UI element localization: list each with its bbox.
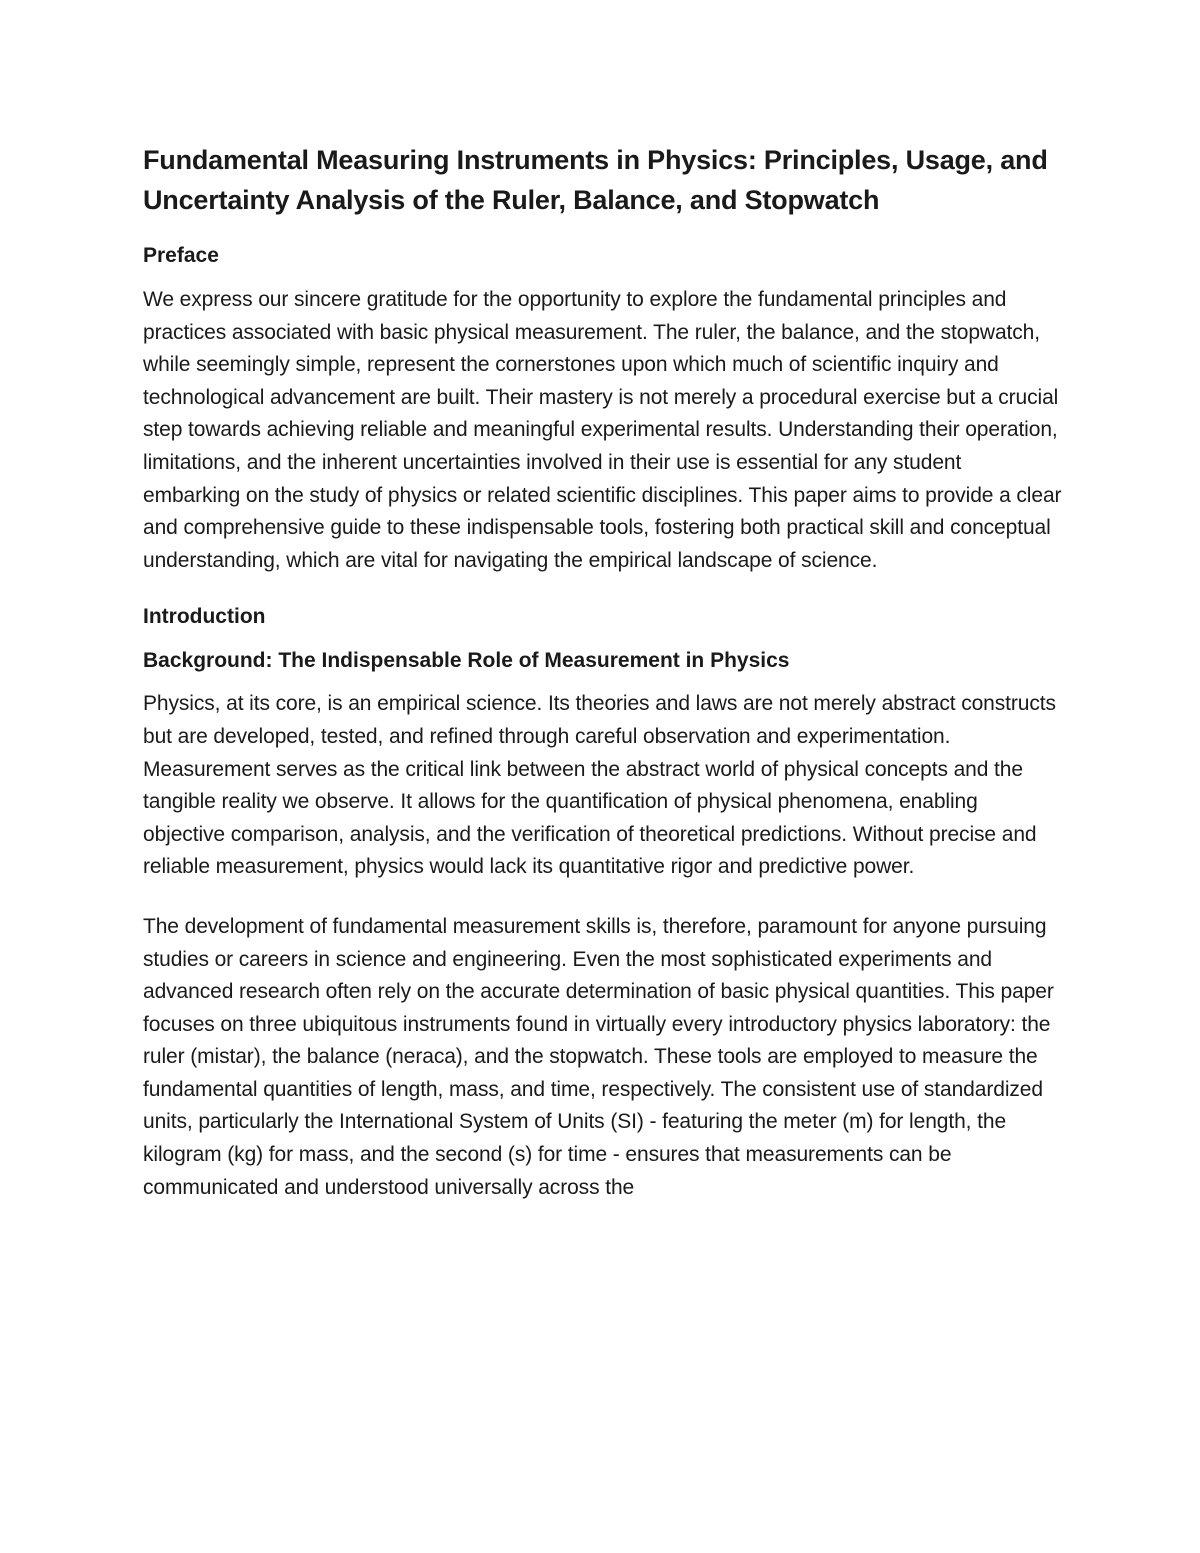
background-paragraph-2: The development of fundamental measurement skills is, therefore, paramount for anyone pursuing studies or careers in science and engineering. Even the most sophisticated experiments and advanced research often rely on the accurate determination of basic physical quantities. This paper focuses on three ubiquitous instruments found in virtually every introductory physics laboratory: the ruler (mistar), the balance (neraca), and the stopwatch. These tools are employed to measure the fundamental quantities of length, mass, and time, respectively. The consistent use of standardized units, particularly the International System of Units (SI) - featuring the meter (m) for length, the kilogram (kg) for mass, and the second (s) for time - ensures that measurements can be communicated and understood universally across the [143,914,1054,1199]
document-body [143,140,1063,1204]
background-paragraph-1: Physics, at its core, is an empirical science. Its theories and laws are not merely abstract constructs but are developed, tested, and refined through careful observation and experimentation. Measurement serves as the critical link between the abstract world of physical concepts and the tangible reality we observe. It allows for the quantification of physical phenomena, enabling objective comparison, analysis, and the verification of theoretical predictions. Without precise and reliable measurement, physics would lack its quantitative rigor and predictive power. [143,692,1056,879]
preface-paragraph: We express our sincere gratitude for the opportunity to explore the fundamental principles and practices associated with basic physical measurement. The ruler, the balance, and the stopwatch, while seemingly simple, represent the cornerstones upon which much of scientific inquiry and technological advancement are built. Their mastery is not merely a procedural exercise but a crucial step towards achieving reliable and meaningful experimental results. Understanding their operation, limitations, and the inherent uncertainties involved in their use is essential for any student embarking on the study of physics or related scientific disciplines. This paper aims to provide a clear and comprehensive guide to these indispensable tools, fostering both practical skill and conceptual understanding, which are vital for navigating the empirical landscape of science. [143,288,1062,572]
introduction-heading: Introduction [143,605,266,629]
document-title: Fundamental Measuring Instruments in Physics: Principles, Usage, and Uncertainty Analysis of the Ruler, Balance, and Stopwatch [143,145,1048,215]
preface-heading: Preface [143,244,219,267]
background-heading: Background: The Indispensable Role of Measurement in Physics [143,649,790,673]
